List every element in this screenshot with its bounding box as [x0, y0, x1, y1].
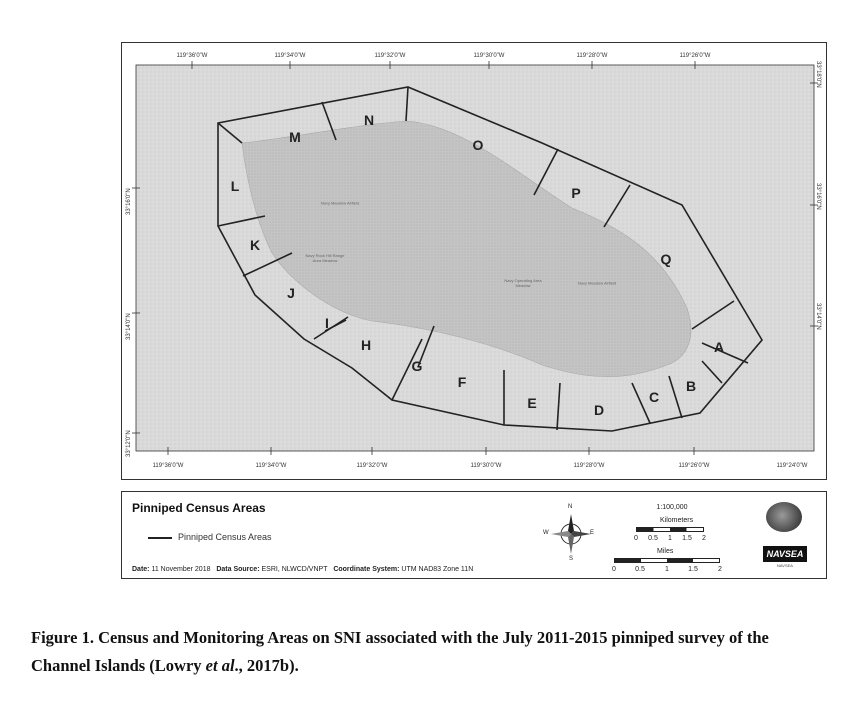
area-label-m: M [289, 129, 301, 145]
lat-tick-left: 33°14'0"N [126, 313, 132, 340]
landmark-label: Navy Rock Hill Range Area Meadow [305, 253, 345, 263]
mi-scale-bar [614, 558, 720, 563]
area-label-b: B [685, 378, 697, 394]
coord-value: UTM NAD83 Zone 11N [401, 566, 474, 573]
km-tick: 0 [634, 535, 638, 542]
lon-tick-bottom: 119°32'0"W [356, 463, 388, 469]
mi-tick: 2 [718, 566, 722, 573]
km-tick: 1.5 [682, 535, 692, 542]
mi-tick: 1 [665, 566, 669, 573]
area-label-a: A [713, 339, 725, 355]
lon-tick-bottom: 119°28'0"W [573, 463, 605, 469]
area-label-p: P [571, 185, 581, 201]
lon-tick-bottom: 119°34'0"W [255, 463, 287, 469]
map-canvas [122, 43, 828, 481]
caption-italic: et al [205, 656, 235, 675]
compass-s: S [569, 556, 574, 562]
landmark-label: Navy Meadow Airfield [577, 280, 617, 286]
lon-tick-bottom: 119°36'0"W [152, 463, 184, 469]
source-value: ESRI, NLWCD/VNPT [261, 566, 328, 573]
area-label-c: C [648, 389, 660, 405]
legend-title: Pinniped Census Areas [132, 501, 266, 515]
compass-e: E [590, 530, 595, 536]
lon-tick-top: 119°30'0"W [473, 53, 505, 59]
area-label-q: Q [660, 251, 672, 267]
agency-seal-logo [766, 502, 802, 532]
area-label-l: L [230, 178, 240, 194]
navsea-logo-sub: NAVSEA [777, 563, 793, 568]
legend-entry: Pinniped Census Areas [178, 532, 272, 542]
lon-tick-top: 119°34'0"W [274, 53, 306, 59]
area-label-g: G [411, 358, 423, 374]
area-label-i: I [325, 315, 329, 331]
map-panel [121, 42, 827, 480]
source-label: Data Source: [216, 566, 260, 573]
coord-label: Coordinate System: [333, 566, 400, 573]
compass-w: W [543, 530, 549, 536]
area-label-j: J [287, 285, 295, 301]
legend-line-symbol [148, 537, 172, 539]
area-label-n: N [363, 112, 375, 128]
mi-tick: 0.5 [635, 566, 645, 573]
area-label-e: E [527, 395, 537, 411]
lon-tick-top: 119°26'0"W [679, 53, 711, 59]
mi-label: Miles [657, 548, 674, 555]
km-label: Kilometers [660, 517, 694, 524]
area-label-h: H [360, 337, 372, 353]
lat-tick-left: 33°12'0"N [126, 430, 132, 457]
date-value: 11 November 2018 [151, 566, 211, 573]
mi-tick: 1.5 [688, 566, 698, 573]
km-tick: 0.5 [648, 535, 658, 542]
km-scale-bar [636, 527, 704, 532]
landmark-label: Navy Operating Area Meadow [504, 278, 542, 288]
km-tick: 1 [668, 535, 672, 542]
area-label-f: F [457, 374, 467, 390]
map-metadata [132, 566, 473, 573]
navsea-logo: NAVSEA [763, 546, 807, 562]
caption-end: ., 2017b). [234, 656, 299, 675]
lat-tick-right: 33°16'0"N [815, 183, 821, 210]
lon-tick-top: 119°36'0"W [176, 53, 208, 59]
area-label-o: O [472, 137, 484, 153]
area-label-k: K [249, 237, 261, 253]
caption-main: Figure 1. Census and Monitoring Areas on SNI associated with the July 2011-2015 pinniped survey of the Channel Islands (Lowry [31, 628, 769, 675]
landmark-label: Navy Meadow Airfield [320, 200, 360, 206]
lon-tick-bottom: 119°30'0"W [470, 463, 502, 469]
compass-n: N [568, 504, 573, 510]
mi-tick: 0 [612, 566, 616, 573]
scale-ratio: 1:100,000 [656, 504, 688, 511]
lat-tick-right: 33°18'0"N [815, 61, 821, 88]
lat-tick-right: 33°14'0"N [815, 303, 821, 330]
lat-tick-left: 33°16'0"N [126, 188, 132, 215]
lon-tick-top: 119°28'0"W [576, 53, 608, 59]
figure-caption [31, 624, 811, 680]
area-label-d: D [593, 402, 605, 418]
lon-tick-bottom: 119°24'0"W [776, 463, 808, 469]
lon-tick-top: 119°32'0"W [374, 53, 406, 59]
compass-rose-icon [547, 510, 595, 558]
lon-tick-bottom: 119°26'0"W [678, 463, 710, 469]
date-label: Date: [132, 566, 150, 573]
km-tick: 2 [702, 535, 706, 542]
legend-panel [121, 491, 827, 579]
